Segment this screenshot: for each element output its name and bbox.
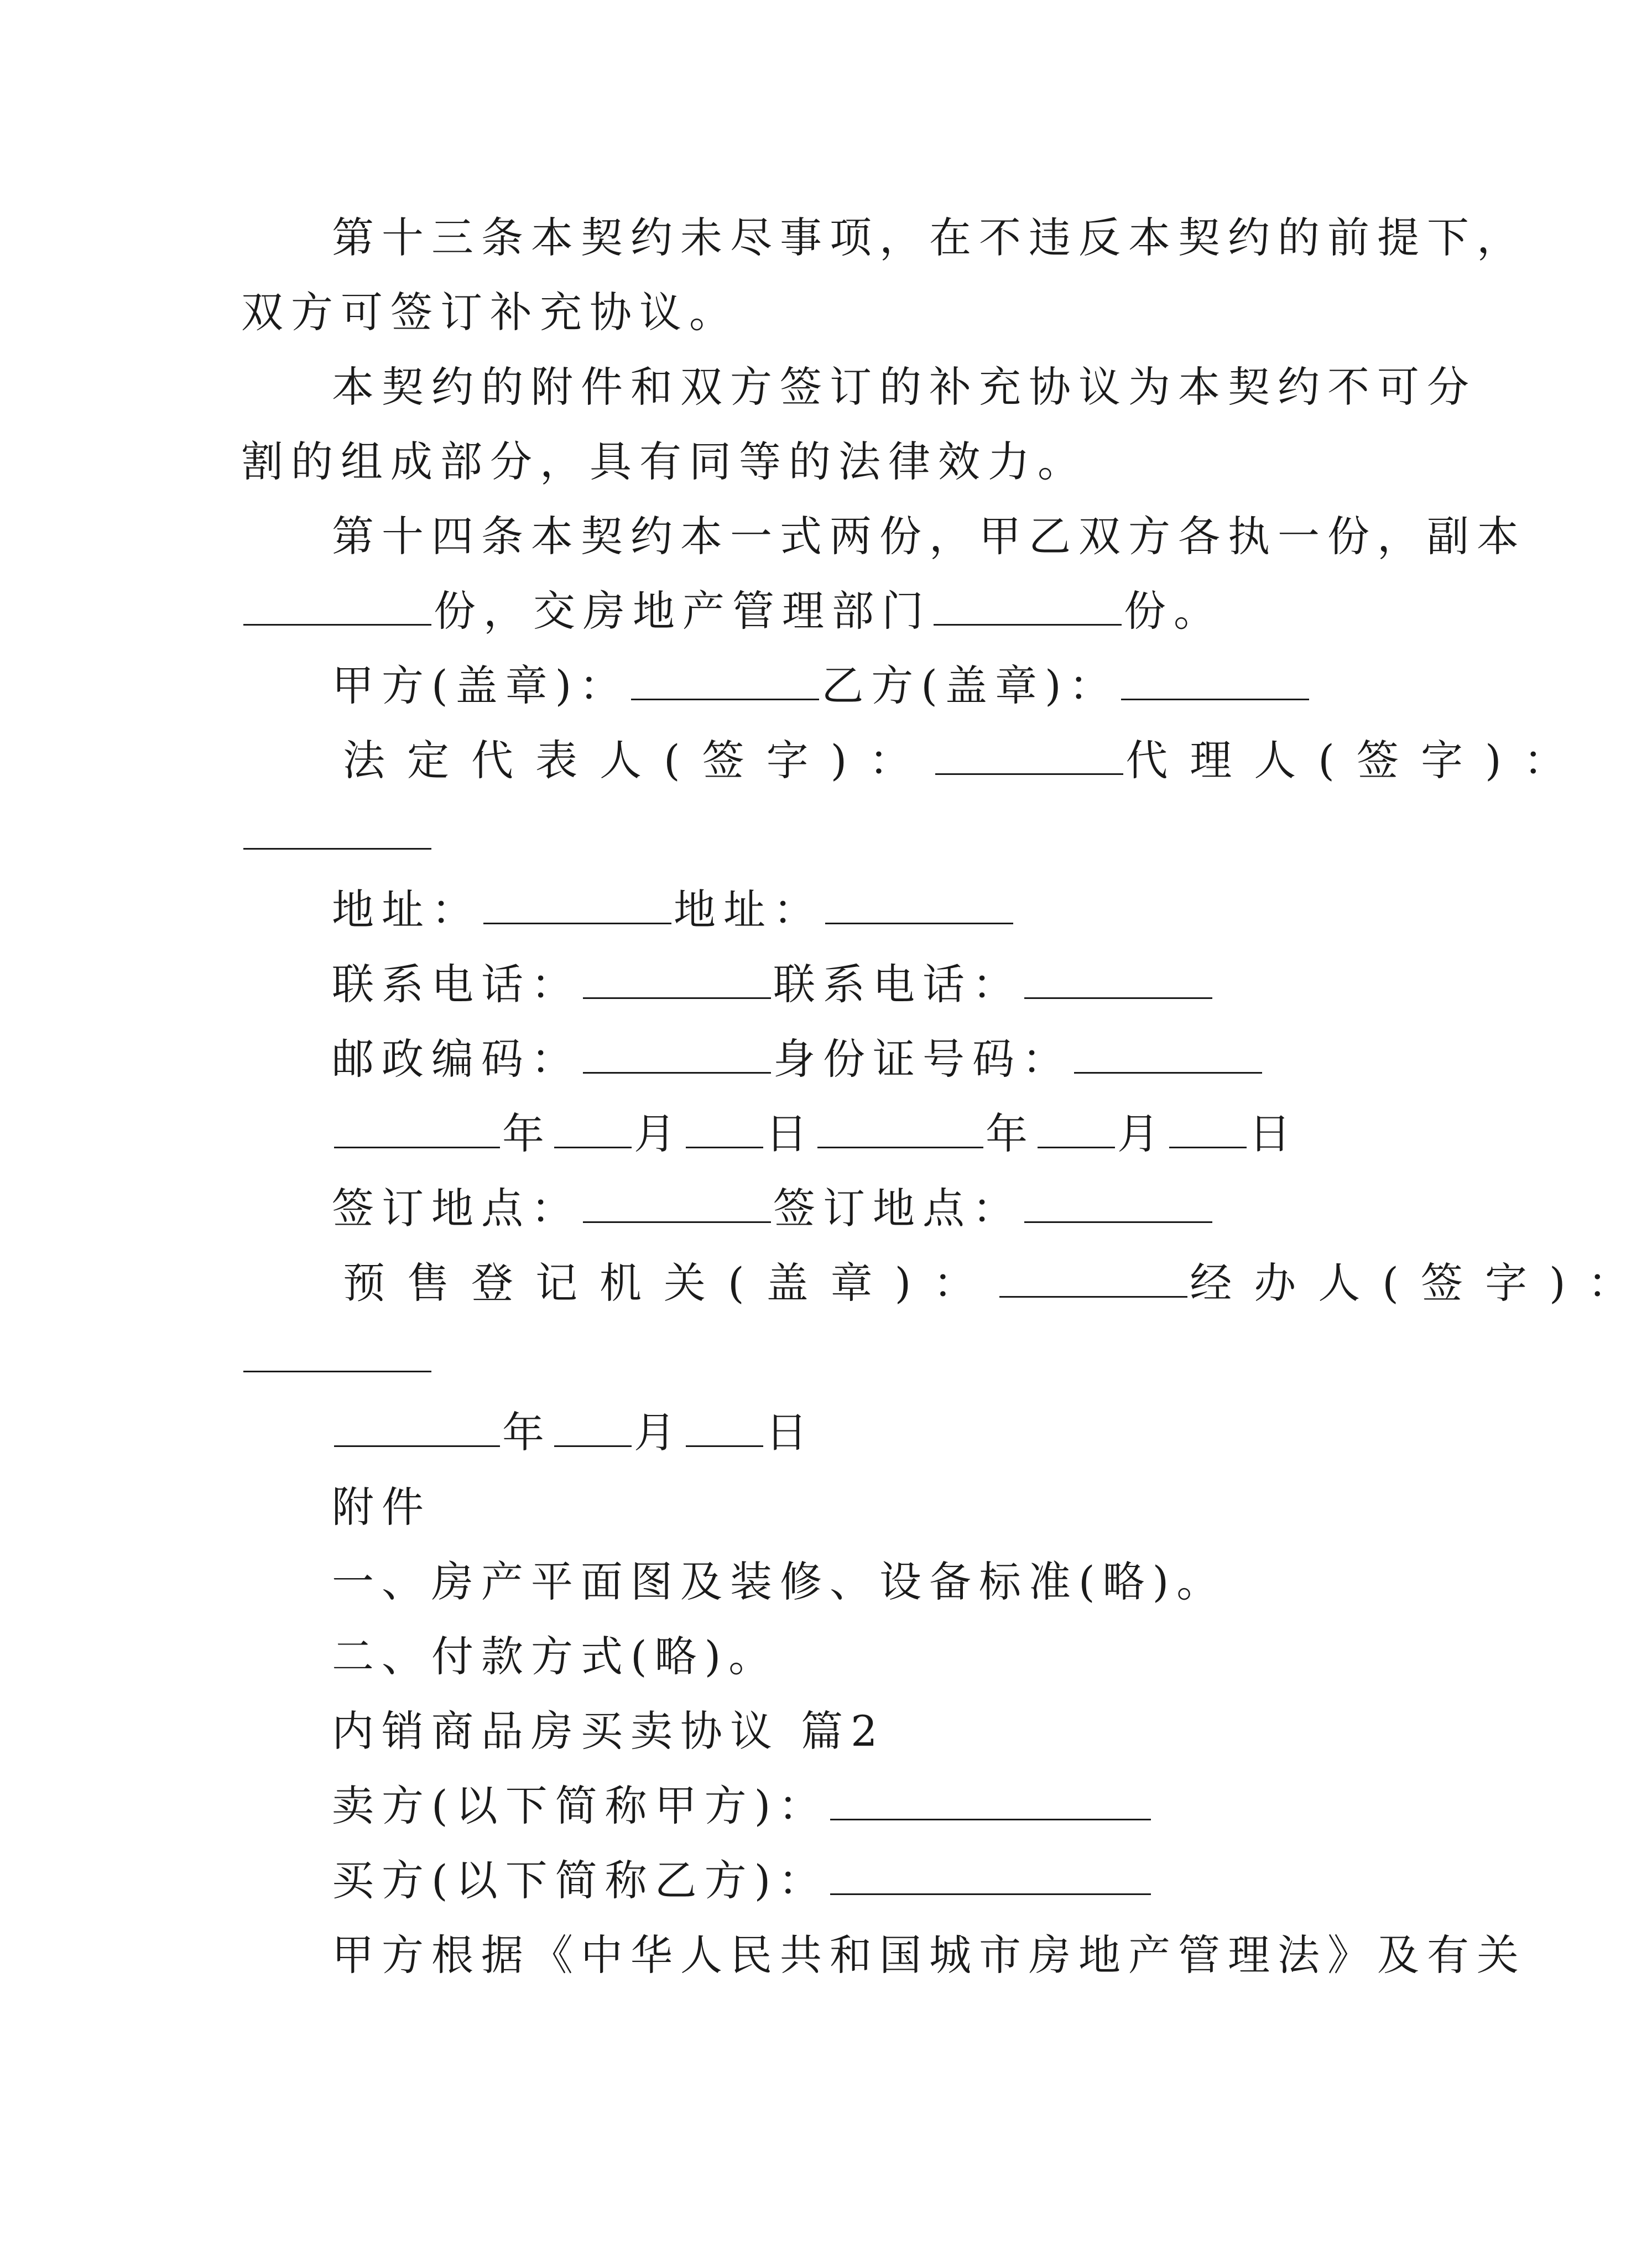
place-b-blank bbox=[1024, 1184, 1212, 1223]
postcode-label: 邮政编码： bbox=[332, 1034, 581, 1084]
day-b-label: 日 bbox=[1249, 1109, 1299, 1158]
address-a-label: 地址： bbox=[332, 885, 481, 934]
handler-signature-line bbox=[241, 1330, 434, 1386]
place-a-label: 签订地点： bbox=[332, 1184, 581, 1233]
section-heading-part-2: 内销商品房买卖协议 篇2 bbox=[332, 1706, 885, 1756]
dept-copies-blank bbox=[934, 586, 1122, 626]
year-b-label: 年 bbox=[986, 1109, 1035, 1158]
phone-b-label: 联系电话： bbox=[773, 960, 1022, 1009]
legal-rep-label: 法定代表人(签字)： bbox=[343, 736, 934, 785]
registration-line bbox=[343, 1256, 1652, 1311]
paragraph-article-14-line2 bbox=[241, 584, 1223, 639]
month-b-label: 月 bbox=[1117, 1109, 1167, 1158]
party-a-seal-blank bbox=[631, 661, 819, 700]
id-number-label: 身份证号码： bbox=[773, 1034, 1072, 1084]
signing-place-line bbox=[332, 1181, 1215, 1236]
address-a-blank bbox=[483, 885, 671, 924]
copies-blank bbox=[243, 586, 431, 626]
year-c-label: 年 bbox=[502, 1408, 552, 1457]
copies-text: 份，交房地产管理部门 bbox=[434, 586, 931, 636]
seller-blank bbox=[830, 1781, 1151, 1820]
registration-authority-label: 预售登记机关(盖章)： bbox=[343, 1258, 998, 1308]
handler-label: 经办人(签字)： bbox=[1190, 1258, 1652, 1308]
buyer-blank bbox=[830, 1856, 1151, 1895]
day-a-label: 日 bbox=[765, 1109, 815, 1158]
date-line-registration bbox=[332, 1405, 815, 1460]
copies-end-text: 份。 bbox=[1124, 586, 1223, 636]
paragraph-article-13-line1: 第十三条本契约未尽事项，在不违反本契约的前提下， bbox=[332, 213, 1526, 262]
buyer-label: 买方(以下简称乙方)： bbox=[332, 1856, 828, 1905]
attachment-item-1: 一、房产平面图及装修、设备标准(略)。 bbox=[332, 1557, 1227, 1606]
party-a-seal-label: 甲方(盖章)： bbox=[332, 661, 629, 710]
phone-a-label: 联系电话： bbox=[332, 960, 581, 1009]
paragraph-basis-line1: 甲方根据《中华人民共和国城市房地产管理法》及有关 bbox=[332, 1930, 1526, 1980]
address-b-blank bbox=[825, 885, 1013, 924]
day-b-blank bbox=[1169, 1109, 1247, 1148]
month-c-blank bbox=[554, 1408, 632, 1447]
postcode-line bbox=[332, 1032, 1264, 1087]
year-b-blank bbox=[817, 1109, 983, 1148]
handler-blank bbox=[243, 1333, 431, 1372]
paragraph-attachments-line2: 割的组成部分，具有同等的法律效力。 bbox=[241, 437, 1087, 486]
month-a-blank bbox=[554, 1109, 632, 1148]
month-a-label: 月 bbox=[634, 1109, 684, 1158]
seller-label: 卖方(以下简称甲方)： bbox=[332, 1781, 828, 1830]
seller-line bbox=[332, 1778, 1153, 1834]
month-b-blank bbox=[1038, 1109, 1115, 1148]
place-a-blank bbox=[583, 1184, 771, 1223]
phone-b-blank bbox=[1024, 960, 1212, 999]
date-line-parties bbox=[332, 1106, 1299, 1162]
phone-line bbox=[332, 957, 1215, 1012]
attachments-heading: 附件 bbox=[332, 1482, 431, 1532]
legal-rep-blank bbox=[935, 736, 1123, 775]
paragraph-article-14-line1: 第十四条本契约本一式两份，甲乙双方各执一份，副本 bbox=[332, 512, 1526, 561]
registration-authority-blank bbox=[999, 1258, 1187, 1298]
signature-line bbox=[343, 733, 1588, 788]
buyer-line bbox=[332, 1853, 1153, 1908]
day-c-blank bbox=[686, 1408, 763, 1447]
party-b-seal-blank bbox=[1121, 661, 1309, 700]
place-b-label: 签订地点： bbox=[773, 1184, 1022, 1233]
postcode-blank bbox=[583, 1034, 771, 1074]
year-c-blank bbox=[334, 1408, 500, 1447]
seal-line bbox=[332, 658, 1311, 714]
paragraph-article-13-line2: 双方可签订补充协议。 bbox=[241, 288, 739, 337]
paragraph-attachments-line1: 本契约的附件和双方签订的补充协议为本契约不可分 bbox=[332, 362, 1477, 412]
year-a-label: 年 bbox=[502, 1109, 552, 1158]
agent-label: 代理人(签字)： bbox=[1125, 736, 1588, 785]
day-c-label: 日 bbox=[765, 1408, 815, 1457]
agent-blank bbox=[243, 810, 431, 850]
party-b-seal-label: 乙方(盖章)： bbox=[821, 661, 1119, 710]
agent-signature-line bbox=[241, 808, 434, 863]
day-a-blank bbox=[686, 1109, 763, 1148]
year-a-blank bbox=[334, 1109, 500, 1148]
attachment-item-2: 二、付款方式(略)。 bbox=[332, 1632, 779, 1681]
id-number-blank bbox=[1074, 1034, 1262, 1074]
address-b-label: 地址： bbox=[674, 885, 823, 934]
month-c-label: 月 bbox=[634, 1408, 684, 1457]
phone-a-blank bbox=[583, 960, 771, 999]
address-line bbox=[332, 882, 1015, 938]
